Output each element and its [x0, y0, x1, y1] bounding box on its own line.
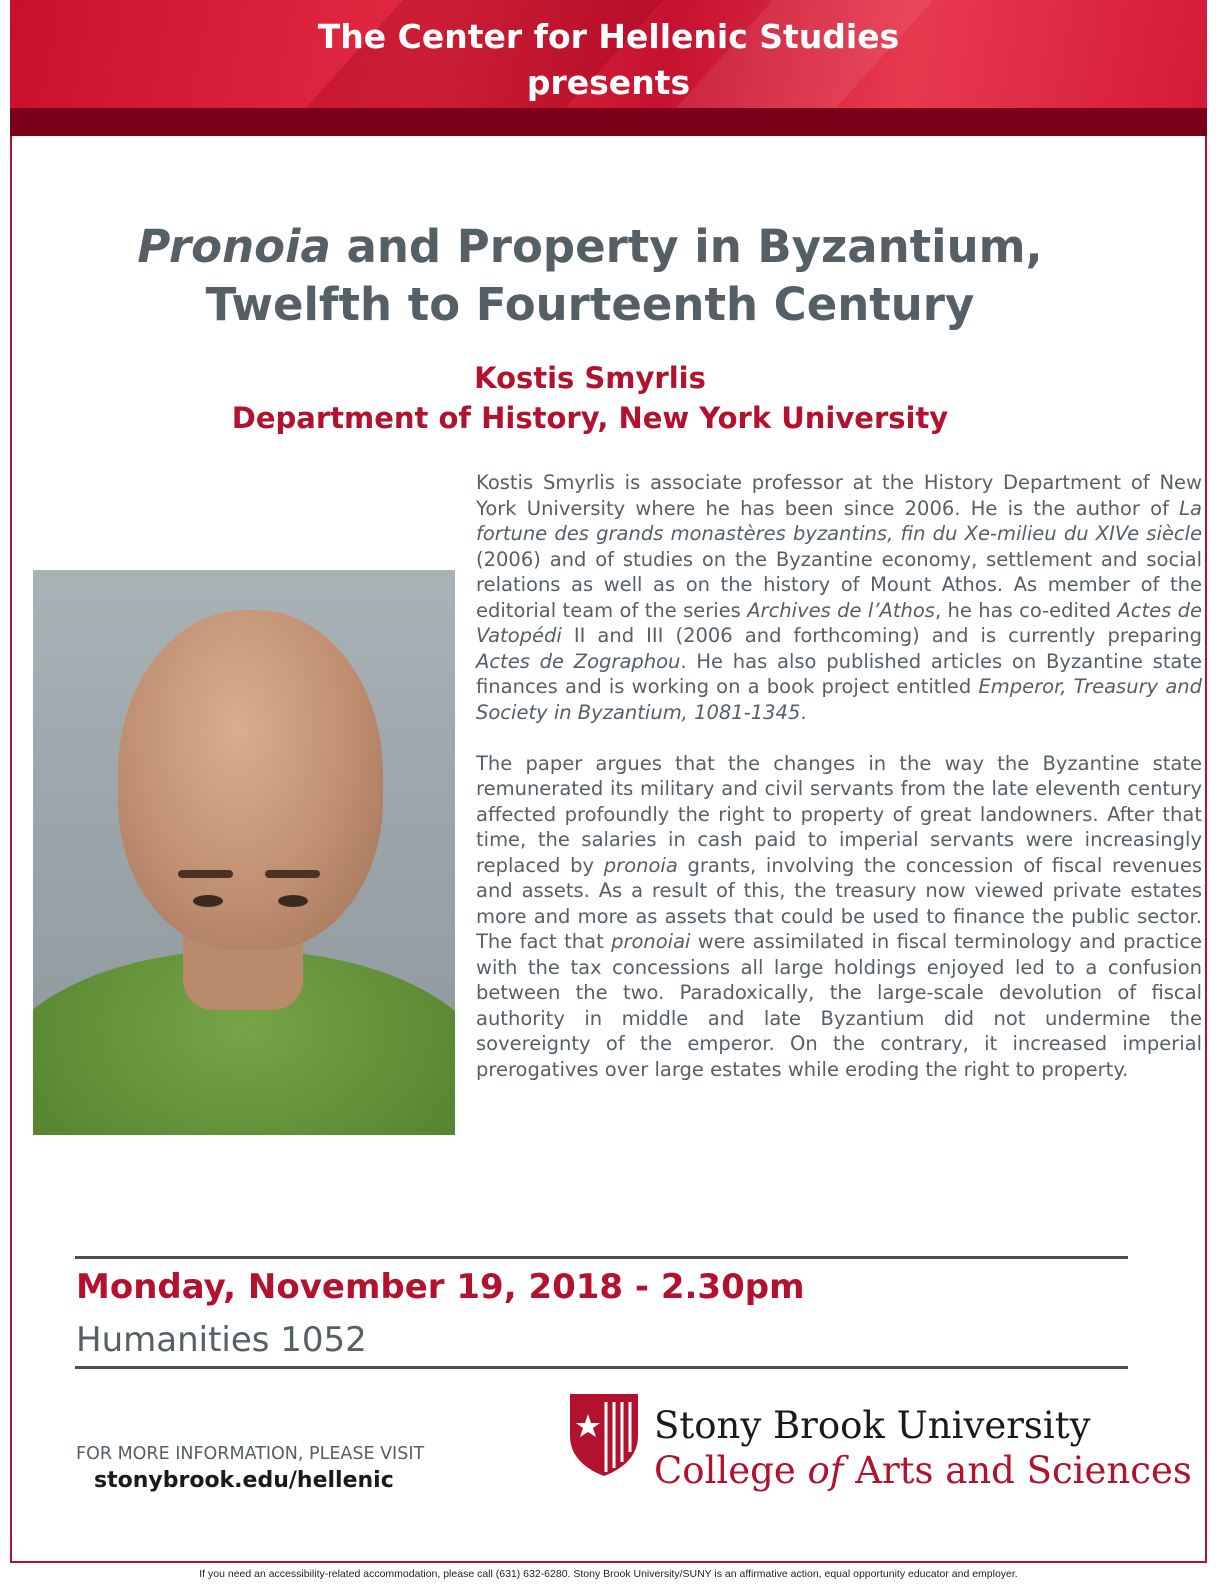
- college-name: College of Arts and Sciences: [654, 1449, 1192, 1492]
- bio-paragraph: Kostis Smyrlis is associate professor at the History Department of New York University where he has been since 2006. He is the author of La fortune des grands monastères byzantins, fin du Xe-milieu du XIVe siècle (2006) and of studies on the Byzantine economy, settlement and social relations as well as on the history of Mount Athos. As member of the editorial team of the series Archives de l’Athos, he has co-edited Actes de Vatopédi II and III (2006 and forthcoming) and is currently preparing Actes de Zographou. He has also published articles on Byzantine state finances and is working on a book project entitled Emperor, Treasury and Society in Byzantium, 1081-1345.: [476, 471, 1203, 724]
- book-title: La fortune des grands monastères byzantins, fin du Xe-milieu du XIVe siècle: [476, 496, 1202, 545]
- more-info-label: FOR MORE INFORMATION, PLEASE VISIT: [76, 1444, 425, 1464]
- speaker-bio: [476, 470, 1202, 1108]
- university-shield-icon: [568, 1392, 640, 1478]
- title-italic-word: Pronoia: [137, 220, 331, 273]
- presents-label: presents: [526, 63, 691, 102]
- accessibility-footer: If you need an accessibility-related accommodation, please call (631) 632-6280. Stony Brook University/SUNY is an affirmative action, equal opportunity educator and employer.: [199, 1568, 1018, 1580]
- header-banner-band: [10, 108, 1207, 136]
- title-line2: Twelfth to Fourteenth Century: [205, 278, 975, 331]
- book-title: Actes de Vatopédi: [476, 598, 1203, 647]
- presenter-name: The Center for Hellenic Studies: [317, 17, 900, 56]
- university-name: Stony Brook University: [654, 1404, 1091, 1447]
- title-line1-rest: and Property in Byzantium,: [330, 220, 1043, 273]
- divider-top: [75, 1256, 1128, 1259]
- speaker-name: Kostis Smyrlis: [474, 361, 706, 395]
- lecture-title: [20, 218, 1160, 334]
- book-title: Actes de Zographou: [476, 649, 681, 673]
- series-title: Archives de l’Athos: [747, 598, 935, 622]
- presenter-heading: [10, 14, 1207, 106]
- speaker-photo: [33, 570, 455, 1135]
- term: pronoia: [603, 853, 678, 877]
- event-datetime: Monday, November 19, 2018 - 2.30pm: [76, 1267, 805, 1307]
- term: pronoiai: [611, 930, 691, 953]
- speaker-block: [20, 358, 1160, 438]
- speaker-affiliation: Department of History, New York University: [231, 401, 949, 435]
- book-title: Emperor, Treasury and Society in Byzantium, 1081-1345: [476, 675, 1202, 724]
- abstract-paragraph: The paper argues that the changes in the way the Byzantine state remunerated its military and civil servants from the late eleventh century affected profoundly the right to property of great landowners. After that time, the salaries in cash paid to imperial servants were increasingly replaced by pronoia grants, involving the concession of fiscal revenues and assets. As a result of this, the treasury now viewed private estates more and more as assets that could be used to finance the public sector. The fact that pronoiai were assimilated in fiscal terminology and practice with the tax concessions all large holdings enjoyed led to a confusion between the two. Paradoxically, the large-scale devolution of fiscal authority in middle and late Byzantium did not undermine the sovereignty of the emperor. On the contrary, it increased imperial prerogatives over large estates while eroding the right to property.: [476, 751, 1202, 1081]
- more-info-url[interactable]: stonybrook.edu/hellenic: [94, 1468, 394, 1493]
- event-location: Humanities 1052: [76, 1320, 367, 1360]
- divider-bottom: [75, 1366, 1128, 1369]
